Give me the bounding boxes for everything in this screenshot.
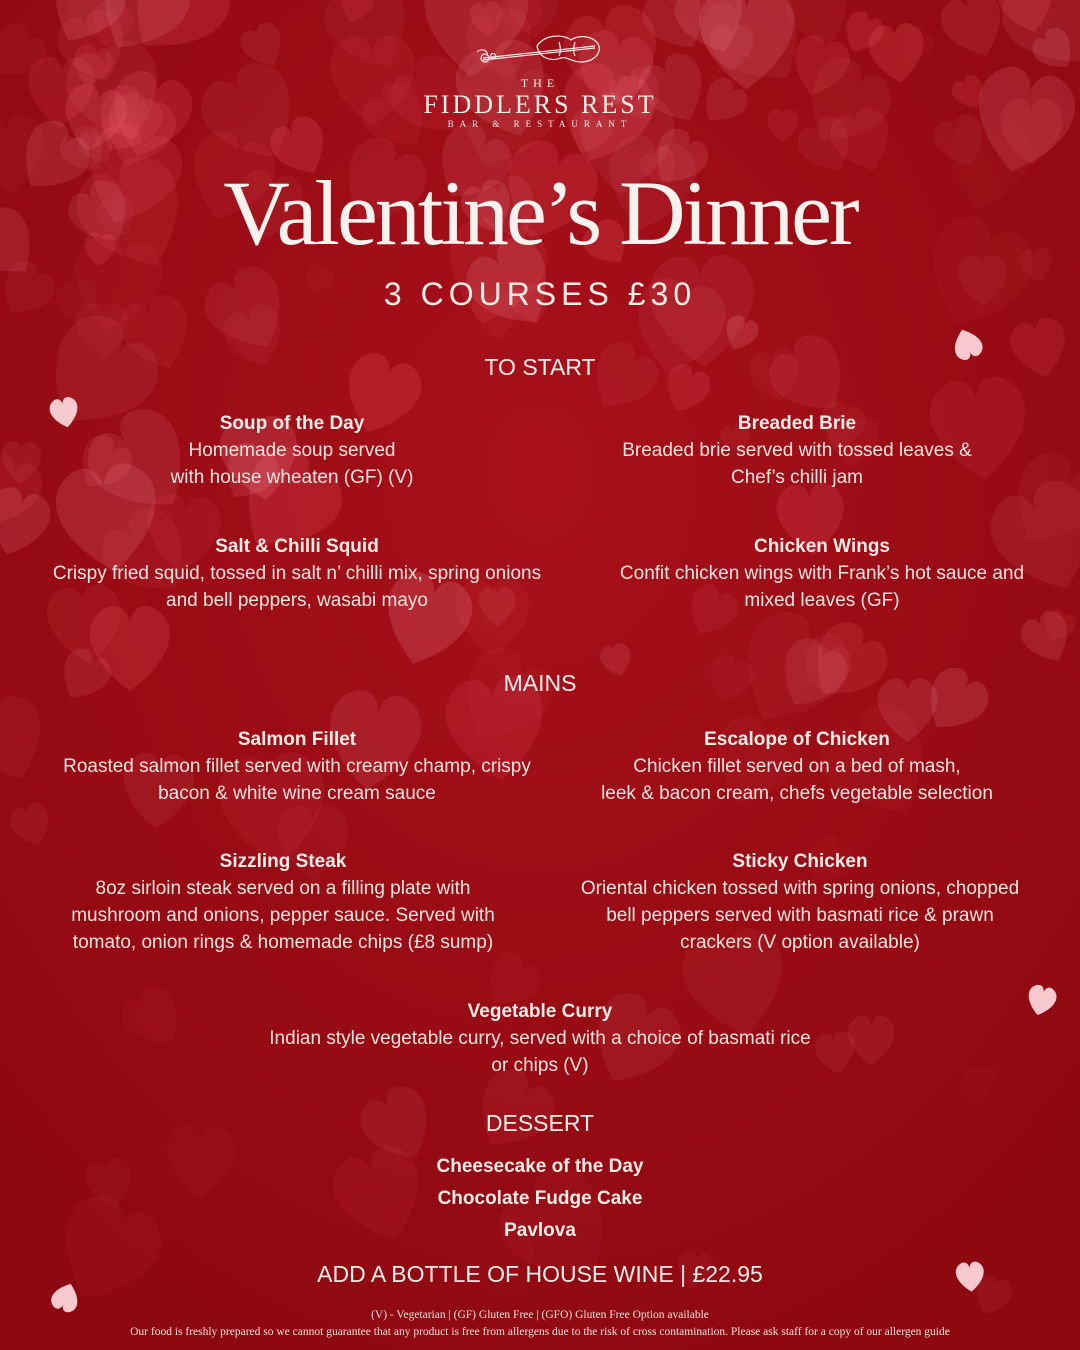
item-desc-line: Confit chicken wings with Frank’s hot sauce and	[619, 563, 1025, 584]
logo-subtitle: BAR & RESTAURANT	[447, 119, 633, 129]
menu-item	[530, 848, 1070, 956]
item-name: Salt & Chilli Squid	[215, 536, 379, 557]
dessert-item: Cheesecake of the Day	[436, 1156, 644, 1177]
item-name: Chicken Wings	[753, 536, 890, 557]
item-name: Breaded Brie	[737, 413, 857, 434]
dessert-item: Chocolate Fudge Cake	[437, 1188, 643, 1209]
item-desc-line: leek & bacon cream, chefs vegetable selection	[601, 783, 993, 804]
heart-icon	[948, 330, 988, 366]
section-heading-mains: MAINS	[503, 670, 577, 696]
item-desc-line: Oriental chicken tossed with spring onions, chopped	[580, 878, 1020, 899]
heart-icon	[46, 1284, 84, 1318]
item-desc-line: with house wheaten (GF) (V)	[170, 467, 414, 488]
menu-item	[27, 533, 567, 614]
violin-icon	[475, 28, 605, 74]
dessert-item: Pavlova	[504, 1220, 576, 1241]
allergen-notice: Our food is freshly prepared so we cannot guarantee that any product is free from allergens due to the risk of cross contamination. Please ask staff for a copy of our allergen guide	[130, 1326, 950, 1338]
item-desc-line: crackers (V option available)	[680, 932, 920, 953]
item-desc-line: or chips (V)	[491, 1055, 589, 1076]
item-name: Sticky Chicken	[732, 851, 868, 872]
item-name: Sizzling Steak	[219, 851, 347, 872]
section-heading-dessert: DESSERT	[485, 1110, 595, 1136]
logo-name: FIDDLERS REST	[423, 90, 657, 119]
menu-item	[527, 410, 1067, 491]
logo-the: THE	[520, 76, 560, 90]
item-desc-line: Homemade soup served	[188, 440, 396, 461]
page-title: Valentine’s Dinner	[223, 162, 857, 264]
menu-item	[27, 726, 567, 807]
item-desc-line: bacon & white wine cream sauce	[158, 783, 436, 804]
section-heading-starters: TO START	[484, 354, 596, 380]
menu-item	[210, 998, 870, 1079]
menu-item	[13, 848, 553, 956]
item-desc-line: Breaded brie served with tossed leaves &	[622, 440, 972, 461]
heart-icon	[1022, 982, 1062, 1018]
heart-icon	[950, 1258, 990, 1294]
menu-item	[552, 533, 1080, 614]
item-desc-line: mixed leaves (GF)	[744, 590, 900, 611]
item-desc-line: Roasted salmon fillet served with creamy champ, crispy	[63, 756, 531, 777]
item-desc-line: 8oz sirloin steak served on a filling plate with	[95, 878, 471, 899]
item-name: Soup of the Day	[219, 413, 365, 434]
item-desc-line: mushroom and onions, pepper sauce. Served with	[71, 905, 495, 926]
menu-item	[22, 410, 562, 491]
item-name: Escalope of Chicken	[704, 729, 890, 750]
heart-icon	[44, 394, 84, 430]
wine-offer: ADD A BOTTLE OF HOUSE WINE | £22.95	[317, 1261, 763, 1287]
item-desc-line: and bell peppers, wasabi mayo	[166, 590, 428, 611]
item-desc-line: bell peppers served with basmati rice & prawn	[606, 905, 994, 926]
item-desc-line: Indian style vegetable curry, served with a choice of basmati rice	[269, 1028, 811, 1049]
item-desc-line: Chef’s chilli jam	[731, 467, 863, 488]
item-desc-line: Chicken fillet served on a bed of mash,	[633, 756, 961, 777]
item-desc-line: tomato, onion rings & homemade chips (£8 sump)	[72, 932, 494, 953]
item-desc-line: Crispy fried squid, tossed in salt n’ chilli mix, spring onions	[52, 563, 542, 584]
restaurant-logo	[390, 28, 690, 129]
item-name: Vegetable Curry	[467, 1001, 613, 1022]
dietary-legend: (V) - Vegetarian | (GF) Gluten Free | (GFO) Gluten Free Option available	[371, 1309, 709, 1321]
menu-item	[527, 726, 1067, 807]
item-name: Salmon Fillet	[237, 729, 357, 750]
price-subtitle: 3 COURSES £30	[383, 276, 697, 312]
